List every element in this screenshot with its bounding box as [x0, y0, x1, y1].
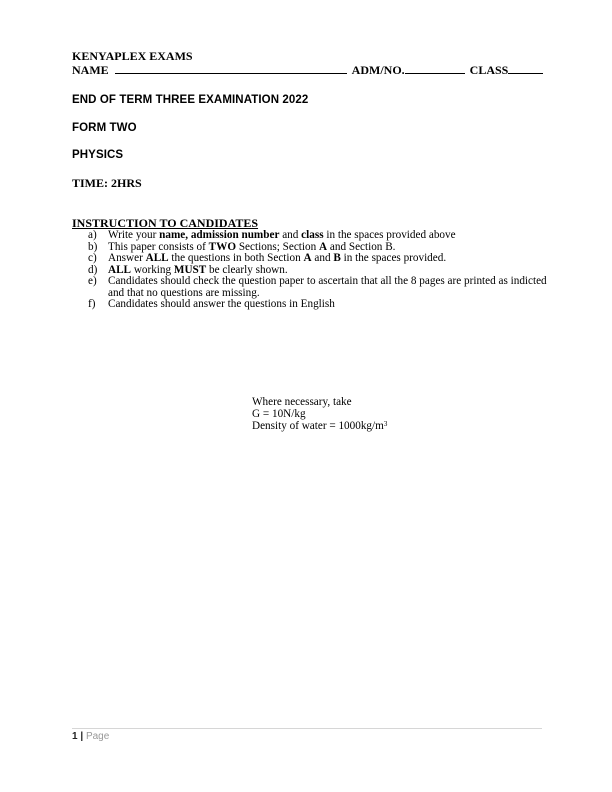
instruction-item [88, 276, 548, 299]
instructions-title: INSTRUCTION TO CANDIDATES [72, 216, 259, 230]
constants-intro: Where necessary, take [252, 396, 352, 408]
density-exponent: 3 [383, 420, 388, 428]
instructions-list [88, 230, 548, 311]
instruction-label: b) [88, 240, 98, 253]
page-label: Page [85, 731, 110, 742]
instruction-text: Write your name, admission number and class in the spaces provided above [108, 229, 456, 241]
name-field[interactable] [115, 63, 347, 74]
exam-time: TIME: 2HRS [72, 176, 142, 190]
instruction-label: f) [88, 298, 96, 310]
instruction-text: Candidates should check the question paper to ascertain that all the 8 pages are printed as indicted and that no questions are missing. [108, 275, 547, 299]
gravity-constant: G = 10N/kg [252, 408, 306, 420]
instruction-text: Candidates should answer the questions in English [108, 298, 335, 310]
page-number: 1 [72, 731, 78, 742]
footer-separator: | [80, 731, 84, 742]
candidate-details-line [72, 63, 543, 77]
instruction-text: This paper consists of TWO Sections; Section A and Section B. [108, 240, 396, 253]
adm-field[interactable] [405, 63, 465, 74]
school-name: KENYAPLEX EXAMS [72, 49, 193, 63]
class-field[interactable] [508, 63, 543, 74]
instruction-label: d) [88, 263, 98, 276]
page-footer [72, 731, 109, 742]
footer-divider [72, 728, 542, 729]
exam-title: END OF TERM THREE EXAMINATION 2022 [72, 94, 309, 106]
name-label: NAME [72, 63, 109, 77]
subject: PHYSICS [72, 149, 124, 161]
instruction-label: c) [88, 252, 97, 264]
constants-note [252, 396, 387, 432]
instruction-label: e) [88, 275, 97, 287]
instruction-text: Answer ALL the questions in both Section A and B in the spaces provided. [108, 252, 447, 264]
instruction-text: ALL working MUST be clearly shown. [108, 263, 288, 276]
water-density [252, 420, 387, 432]
class-label: CLASS [469, 63, 509, 77]
instruction-label: a) [88, 229, 97, 241]
form-level: FORM TWO [72, 122, 137, 134]
instruction-item [88, 299, 548, 311]
adm-label: ADM/NO. [351, 63, 405, 77]
density-text: Density of water = 1000kg/m [252, 420, 384, 432]
